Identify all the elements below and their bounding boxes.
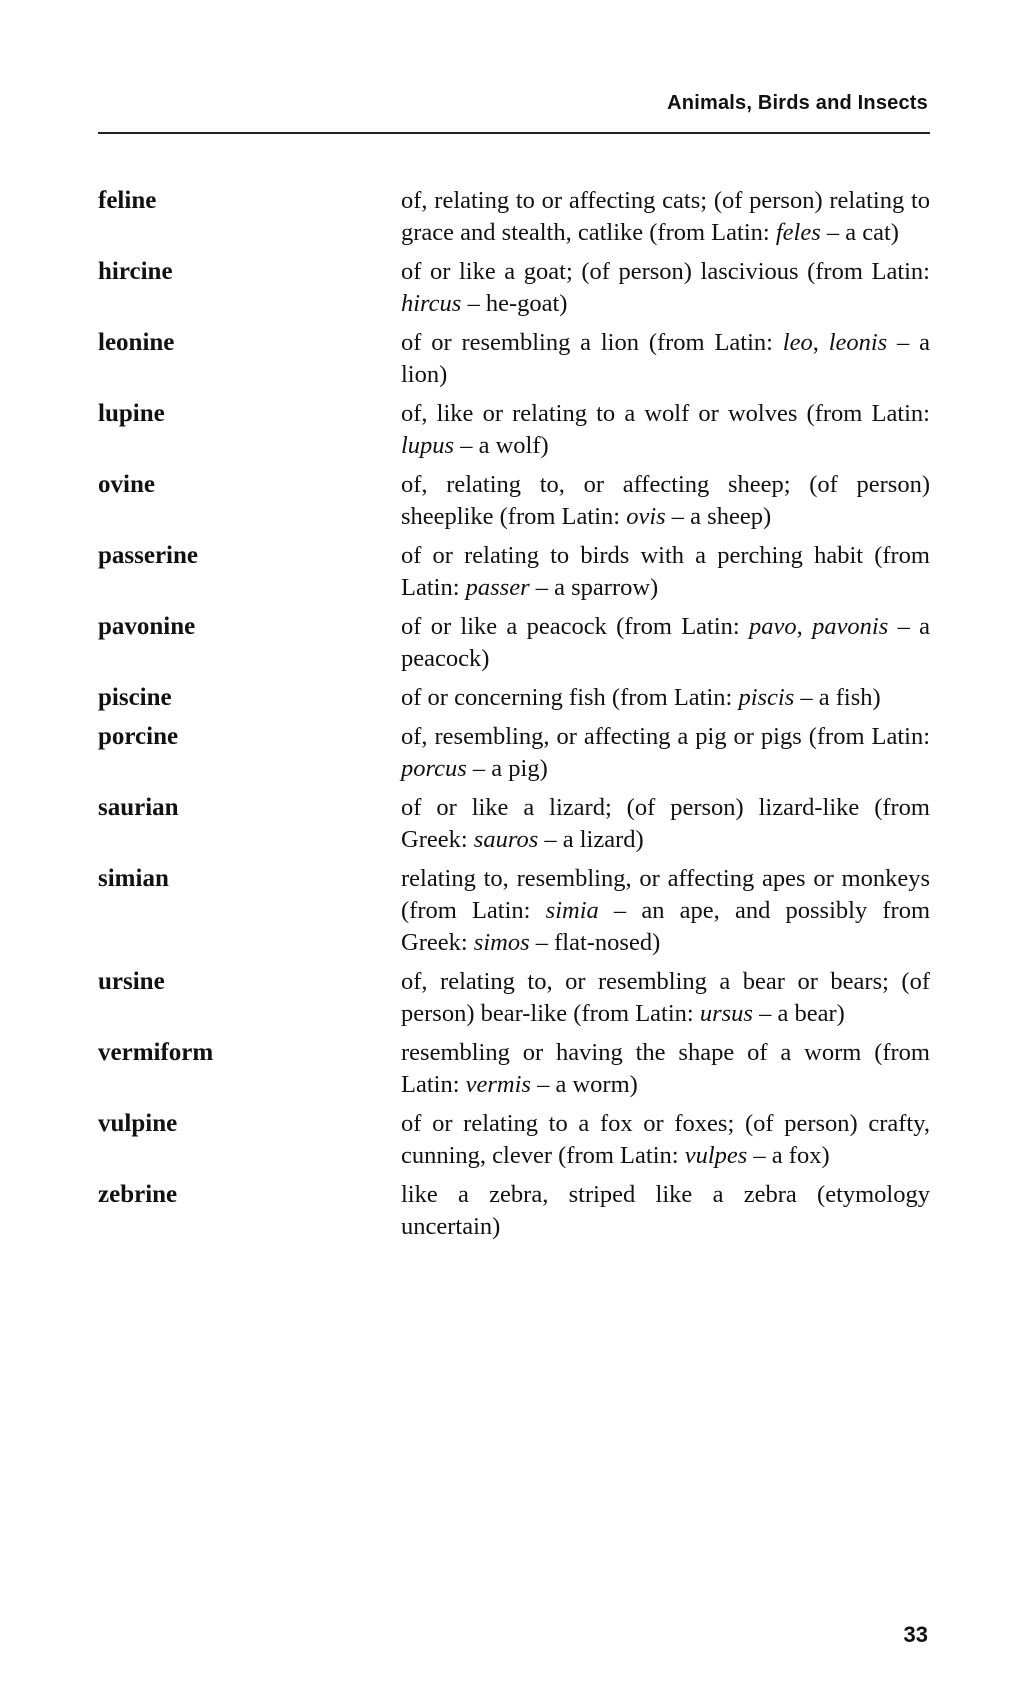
latin-etymon: hircus [401, 290, 462, 317]
entry-term: simian [98, 865, 169, 892]
latin-etymon: vermis [465, 1071, 531, 1098]
definition-text: – a lizard) [538, 826, 644, 853]
entry-definition [401, 469, 930, 533]
entry-definition [401, 1179, 930, 1243]
entry-term: ovine [98, 471, 155, 498]
definition-text: of or like a lizard; (of person) lizard-like (from Greek: [401, 794, 930, 853]
glossary-entry [98, 185, 930, 249]
entry-term: ursine [98, 968, 165, 995]
definition-text: – a fox) [747, 1142, 830, 1169]
latin-etymon: leonis [828, 329, 888, 356]
entry-term: piscine [98, 684, 172, 711]
running-head: Animals, Birds and Insects [667, 92, 928, 114]
entry-term: saurian [98, 794, 179, 821]
entry-definition [401, 863, 930, 959]
definition-text: of, relating to, or affecting sheep; (of person) sheeplike (from Latin: [401, 471, 930, 530]
latin-etymon: ovis [626, 503, 666, 530]
glossary-entry [98, 966, 930, 1030]
latin-etymon: passer [465, 574, 530, 601]
latin-etymon: pavo [749, 613, 797, 640]
definition-text: of or like a peacock (from Latin: [401, 613, 750, 640]
entry-term: vulpine [98, 1110, 178, 1137]
glossary-entry [98, 540, 930, 604]
latin-etymon: vulpes [684, 1142, 748, 1169]
entry-definition [401, 792, 930, 856]
definition-text: like a zebra, striped like a zebra (etymology uncertain) [401, 1181, 930, 1240]
definition-text: – a cat) [820, 219, 899, 246]
definition-text: of or concerning fish (from Latin: [401, 684, 739, 711]
definition-text: – a fish) [794, 684, 881, 711]
entry-term: porcine [98, 723, 179, 750]
latin-etymon: leo [782, 329, 813, 356]
definition-text: of or like a goat; (of person) lascivious (from Latin: [401, 258, 930, 285]
definition-text: of, relating to or affecting cats; (of person) relating to grace and stealth, catlike (from Latin: [401, 187, 930, 246]
entry-term: lupine [98, 400, 165, 427]
glossary-entry [98, 682, 930, 714]
entry-term: hircine [98, 258, 173, 285]
glossary-entry [98, 611, 930, 675]
latin-etymon: sauros [473, 826, 539, 853]
glossary-entry [98, 1037, 930, 1101]
definition-text: of, like or relating to a wolf or wolves (from Latin: [401, 400, 930, 427]
definition-text: – flat-nosed) [529, 929, 661, 956]
definition-text: – a wolf) [454, 432, 549, 459]
latin-etymon: pavonis [812, 613, 889, 640]
page-number: 33 [903, 1622, 928, 1647]
entry-definition [401, 398, 930, 462]
definition-text: – a worm) [530, 1071, 638, 1098]
glossary-entry [98, 863, 930, 959]
latin-etymon: simos [473, 929, 530, 956]
header-rule [98, 132, 930, 134]
glossary-entry [98, 792, 930, 856]
entry-definition [401, 327, 930, 391]
entry-definition [401, 185, 930, 249]
latin-etymon: feles [775, 219, 821, 246]
definition-text: of or resembling a lion (from Latin: [401, 329, 783, 356]
latin-etymon: porcus [401, 755, 467, 782]
definition-text: of, relating to, or resembling a bear or bears; (of person) bear-like (from Latin: [401, 968, 930, 1027]
definition-text: – a bear) [752, 1000, 845, 1027]
glossary-entry [98, 1108, 930, 1172]
entry-term: vermiform [98, 1039, 214, 1066]
definition-text: – a lion) [401, 329, 931, 388]
entry-definition [401, 540, 930, 604]
glossary-entry [98, 721, 930, 785]
entry-term: zebrine [98, 1181, 178, 1208]
glossary-entry [98, 256, 930, 320]
entry-term: leonine [98, 329, 175, 356]
glossary-entry [98, 1179, 930, 1243]
definition-text: of or relating to a fox or foxes; (of person) crafty, cunning, clever (from Latin: [401, 1110, 930, 1169]
glossary-entry [98, 469, 930, 533]
definition-text: – a peacock) [401, 613, 930, 672]
entry-definition [401, 966, 930, 1030]
entry-definition [401, 1037, 930, 1101]
definition-text: – a pig) [466, 755, 548, 782]
glossary-list [98, 185, 930, 1250]
entry-term: feline [98, 187, 157, 214]
glossary-entry [98, 327, 930, 391]
definition-text: resembling or having the shape of a worm (from Latin: [401, 1039, 930, 1098]
entry-definition [401, 682, 930, 714]
entry-definition [401, 721, 930, 785]
definition-text: , [796, 613, 813, 640]
entry-term: passerine [98, 542, 198, 569]
definition-text: – he-goat) [461, 290, 568, 317]
definition-text: of or relating to birds with a perching habit (from Latin: [401, 542, 930, 601]
definition-text: , [812, 329, 829, 356]
entry-definition [401, 1108, 930, 1172]
glossary-entry [98, 398, 930, 462]
definition-text: of, resembling, or affecting a pig or pigs (from Latin: [401, 723, 930, 750]
latin-etymon: piscis [738, 684, 795, 711]
definition-text: – an ape, and possibly from Greek: [401, 897, 930, 956]
entry-definition [401, 256, 930, 320]
latin-etymon: ursus [699, 1000, 753, 1027]
definition-text: relating to, resembling, or affecting apes or monkeys (from Latin: [401, 865, 930, 924]
entry-definition [401, 611, 930, 675]
definition-text: – a sparrow) [529, 574, 659, 601]
latin-etymon: lupus [401, 432, 455, 459]
entry-term: pavonine [98, 613, 196, 640]
latin-etymon: simia [545, 897, 599, 924]
definition-text: – a sheep) [665, 503, 772, 530]
